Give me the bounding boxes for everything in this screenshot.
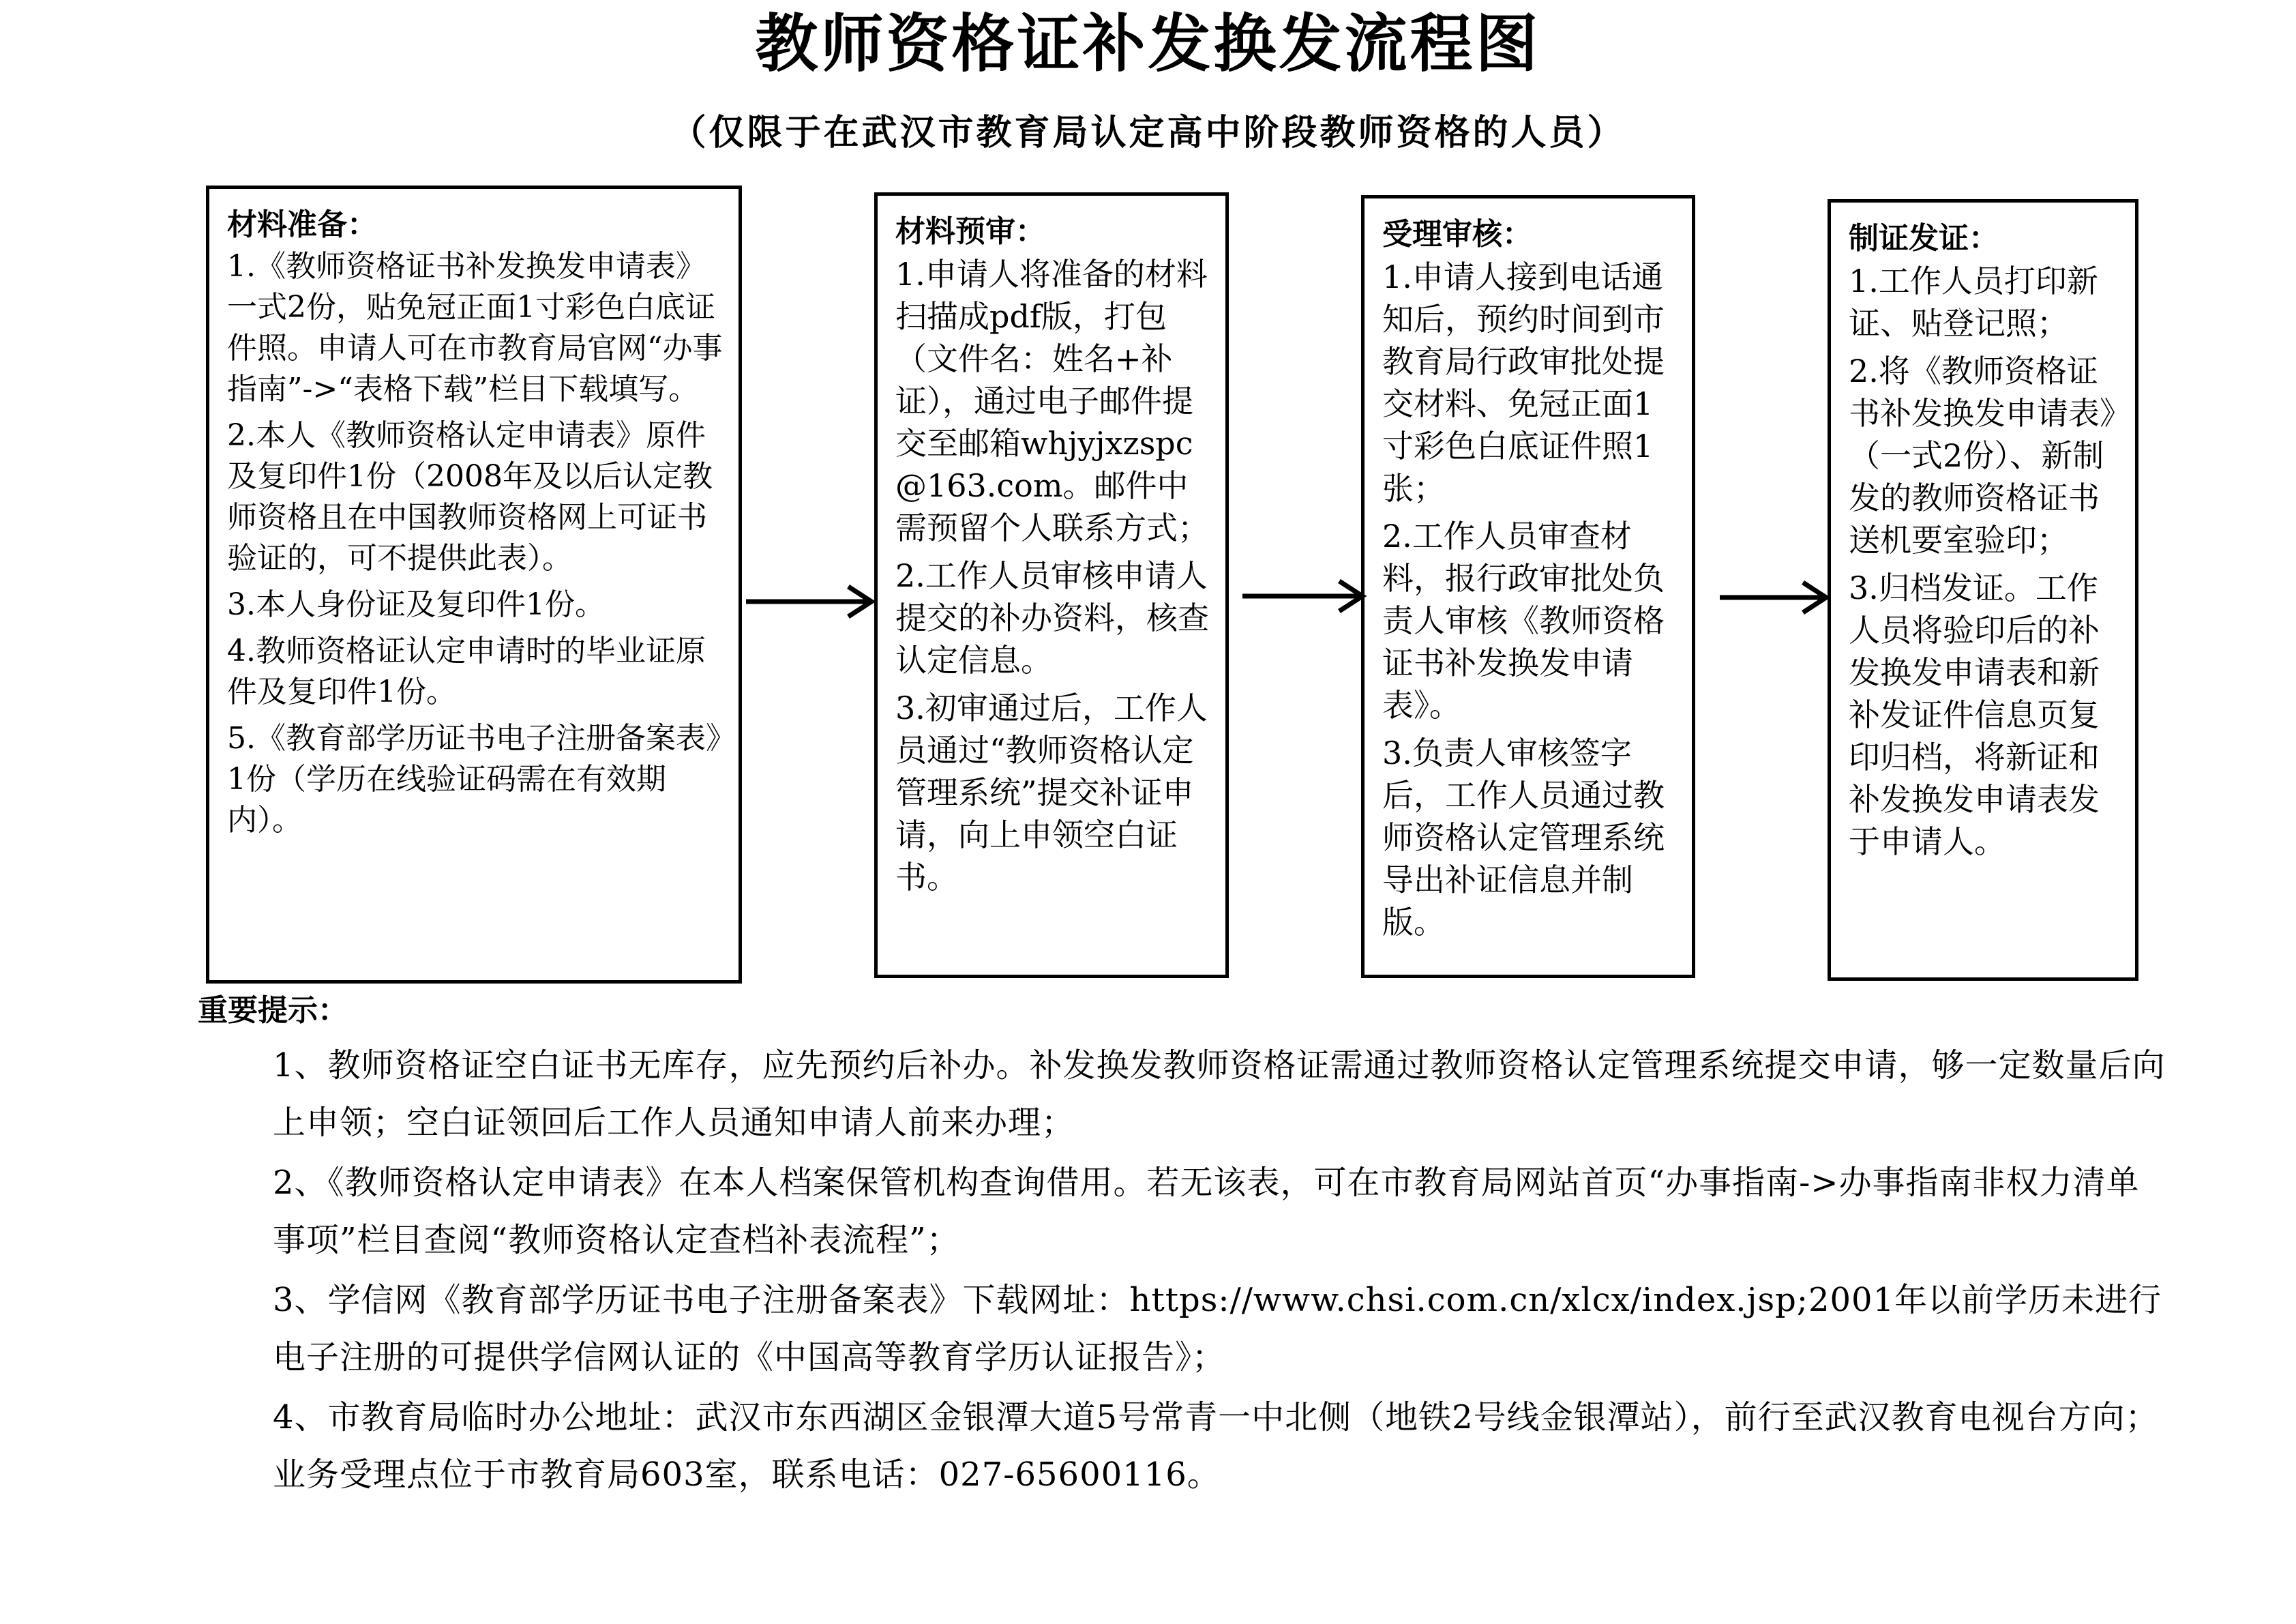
step-item: 2.将《教师资格证书补发换发申请表》（一式2份）、新制发的教师资格证书送机要室验印； <box>1849 353 2115 559</box>
note-item: 4、市教育局临时办公地址：武汉市东西湖区金银潭大道5号常青一中北侧（地铁2号线金银潭站），前行至武汉教育电视台方向；业务受理点位于市教育局603室，联系电话：027-65600116。 <box>273 1398 2159 1494</box>
step-item: 2.工作人员审核申请人提交的补办资料，核查认定信息。 <box>895 557 1209 679</box>
step-heading: 制证发证： <box>1849 221 1999 256</box>
step-box-material-preparation <box>206 186 742 984</box>
step-item: 1.申请人接到电话通知后，预约时间到市教育局行政审批处提交材料、免冠正面1寸彩色白底证件照1张； <box>1382 259 1665 507</box>
notes-heading: 重要提示： <box>198 993 348 1028</box>
note-item: 3、学信网《教育部学历证书电子注册备案表》下载网址：https://www.chsi.com.cn/xlcx/index.jsp;2001年以前学历未进行电子注册的可提供学信网认证的《中国高等教育学历认证报告》； <box>273 1281 2162 1376</box>
step-item: 3.归档发证。工作人员将验印后的补发换发申请表和新补发证件信息页复印归档，将新证和补发换发申请表发于申请人。 <box>1849 570 2100 860</box>
note-item: 2、《教师资格认定申请表》在本人档案保管机构查询借用。若无该表，可在市教育局网站首页“办事指南->办事指南非权力清单事项”栏目查阅“教师资格认定查档补表流程”； <box>273 1164 2140 1259</box>
step-box-material-pre-review <box>874 192 1229 978</box>
step-heading: 材料预审： <box>895 214 1045 249</box>
step-item: 3.负责人审核签字后，工作人员通过教师资格认定管理系统导出补证信息并制版。 <box>1382 735 1665 941</box>
flow-arrow-1 <box>746 581 880 622</box>
step-item: 2.工作人员审查材料，报行政审批处负责人审核《教师资格证书补发换发申请表》。 <box>1382 518 1665 724</box>
step-item: 3.初审通过后，工作人员通过“教师资格认定管理系统”提交补证申请，向上申领空白证书。 <box>895 690 1208 896</box>
step-item: 4.教师资格证认定申请时的毕业证原件及复印件1份。 <box>227 634 706 709</box>
flow-arrow-2 <box>1242 576 1372 617</box>
step-heading: 受理审核： <box>1382 217 1532 252</box>
step-item: 1.申请人将准备的材料扫描成pdf版，打包（文件名：姓名+补证），通过电子邮件提交至邮箱whjyjxzspc@163.com。邮件中需预留个人联系方式； <box>895 256 1209 546</box>
step-box-certificate-issuance <box>1828 199 2138 981</box>
step-heading: 材料准备： <box>227 207 377 242</box>
flow-arrow-3 <box>1720 577 1836 618</box>
step-item: 5.《教育部学历证书电子注册备案表》1份（学历在线验证码需在有效期内）。 <box>227 721 721 838</box>
page-title: 教师资格证补发换发流程图 <box>755 7 1541 80</box>
step-item: 1.工作人员打印新证、贴登记照； <box>1849 263 2098 342</box>
step-item: 2.本人《教师资格认定申请表》原件及复印件1份（2008年及以后认定教师资格且在中国教师资格网上可证书验证的，可不提供此表）。 <box>227 418 713 576</box>
notes-list <box>273 1037 2168 1506</box>
page-subtitle: （仅限于在武汉市教育局认定高中阶段教师资格的人员） <box>670 112 1626 153</box>
step-item: 1.《教师资格证书补发换发申请表》一式2份，贴免冠正面1寸彩色白底证件照。申请人可在市教育局官网“办事指南”->“表格下载”栏目下载填写。 <box>227 249 723 407</box>
step-item: 3.本人身份证及复印件1份。 <box>227 587 605 622</box>
note-item: 1、教师资格证空白证书无库存，应先预约后补办。补发换发教师资格证需通过教师资格认定管理系统提交申请，够一定数量后向上申领；空白证领回后工作人员通知申请人前来办理； <box>273 1046 2166 1142</box>
step-box-acceptance-review <box>1361 195 1695 978</box>
